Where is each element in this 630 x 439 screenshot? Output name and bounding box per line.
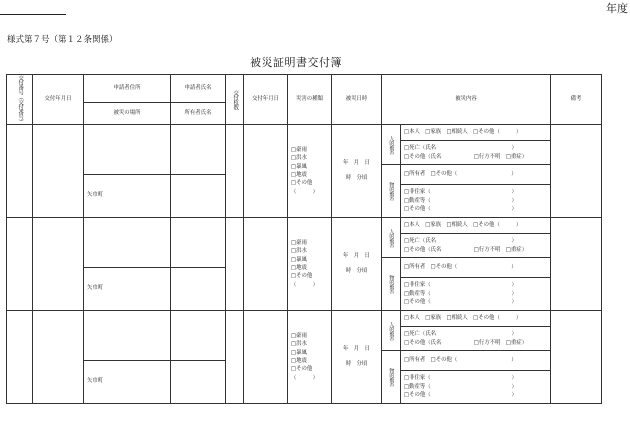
disaster-option[interactable]: □豪雨 <box>291 332 307 339</box>
disaster-option[interactable]: □豪雨 <box>291 146 307 153</box>
date-line: 年 月 日 <box>343 252 370 259</box>
disaster-datetime-cell[interactable] <box>332 218 382 311</box>
applicant-name-cell[interactable] <box>171 125 226 175</box>
damage-location-cell[interactable] <box>84 175 171 218</box>
form-number: 様式第７号（第１２条関係） <box>7 35 118 45</box>
applicant-address-cell[interactable] <box>84 125 171 175</box>
disaster-other-paren: （ ） <box>291 188 318 195</box>
human-damage-line-2[interactable]: □死亡（氏名 ） □その他（氏名 □行方不明 □重症） <box>401 234 551 258</box>
date-line: 年 月 日 <box>343 345 370 352</box>
owner-name-cell[interactable] <box>171 175 226 218</box>
disaster-option[interactable]: □地震 <box>291 265 307 271</box>
header-damage-location: 被災の場所 <box>84 102 171 124</box>
damage-location-cell[interactable] <box>84 268 171 311</box>
disaster-option[interactable]: □洪水 <box>291 155 307 162</box>
issue-count-cell[interactable] <box>226 218 244 311</box>
issue-date-cell[interactable] <box>33 311 84 404</box>
remarks-cell[interactable] <box>551 218 602 311</box>
issue-count-cell[interactable] <box>226 311 244 404</box>
human-damage-line-1[interactable]: □本人 □家族 □相続人 □その他（ ） <box>401 125 551 141</box>
issue-date-2-cell[interactable] <box>244 311 288 404</box>
header-remarks: 備考 <box>551 75 602 125</box>
disaster-option[interactable]: □その他 <box>291 180 313 187</box>
property-damage-label: 物的被害 <box>382 351 401 404</box>
disaster-other-paren: （ ） <box>291 374 318 381</box>
disaster-option[interactable]: □豪雨 <box>291 239 307 246</box>
disaster-option[interactable]: □暴風 <box>291 349 307 356</box>
header-applicant-name: 申請者氏名 <box>171 75 226 103</box>
property-damage-label: 物的被害 <box>382 165 401 218</box>
header-owner-name: 所有者氏名 <box>171 102 226 124</box>
issue-date-cell[interactable] <box>33 125 84 218</box>
location-prefix: 矢巾町 <box>87 378 104 385</box>
location-prefix: 矢巾町 <box>87 285 104 292</box>
human-damage-line-2[interactable]: □死亡（氏名 ） □その他（氏名 □行方不明 □重症） <box>401 141 551 165</box>
owner-name-cell[interactable] <box>171 268 226 311</box>
disaster-datetime-cell[interactable] <box>332 311 382 404</box>
record-row <box>7 218 602 234</box>
human-damage-label: 人的被害 <box>382 125 401 165</box>
time-line: 時 分頃 <box>345 361 368 367</box>
form-title: 被災証明書交付簿 <box>250 56 342 69</box>
property-damage-label: 物的被害 <box>382 258 401 311</box>
disaster-option[interactable]: □地震 <box>291 172 307 178</box>
header-issue-count: 交付枚数 <box>226 75 244 125</box>
header-disaster-type: 災害の種類 <box>288 75 332 125</box>
disaster-option[interactable]: □その他 <box>291 366 313 373</box>
header-row-1 <box>7 75 602 103</box>
remarks-cell[interactable] <box>551 125 602 218</box>
header-applicant-address: 申請者住所 <box>84 75 171 103</box>
disaster-option[interactable]: □暴風 <box>291 256 307 263</box>
property-damage-lines[interactable]: □非住家（ ） □動産等（ ） □その他（ ） <box>401 185 551 218</box>
disaster-option[interactable]: □その他 <box>291 273 313 280</box>
issue-date-2-cell[interactable] <box>244 125 288 218</box>
disaster-datetime-cell[interactable] <box>332 125 382 218</box>
issuance-register-table <box>6 74 602 404</box>
issue-count-cell[interactable] <box>226 125 244 218</box>
human-damage-line-1[interactable]: □本人 □家族 □相続人 □その他（ ） <box>401 311 551 327</box>
date-line: 年 月 日 <box>343 159 370 166</box>
header-disaster-datetime: 被災日時 <box>332 75 382 125</box>
issue-no-cell[interactable] <box>7 125 33 218</box>
applicant-address-cell[interactable] <box>84 311 171 361</box>
property-owner-line[interactable]: □所有者 □その他（ ） <box>401 351 551 371</box>
location-prefix: 矢巾町 <box>87 192 104 199</box>
property-damage-lines[interactable]: □非住家（ ） □動産等（ ） □その他（ ） <box>401 371 551 404</box>
fiscal-year-field[interactable] <box>0 0 628 15</box>
issue-date-2-cell[interactable] <box>244 218 288 311</box>
time-line: 時 分頃 <box>345 175 368 181</box>
property-owner-line[interactable]: □所有者 □その他（ ） <box>401 258 551 278</box>
disaster-type-cell[interactable] <box>288 125 332 218</box>
header-issue-date: 交付年月日 <box>33 75 84 125</box>
header-issue-date-2: 交付年月日 <box>244 75 288 125</box>
time-line: 時 分頃 <box>345 268 368 274</box>
owner-name-cell[interactable] <box>171 361 226 404</box>
disaster-option[interactable]: □洪水 <box>291 341 307 348</box>
fiscal-year-label: 年度 <box>606 2 628 15</box>
property-damage-lines[interactable]: □非住家（ ） □動産等（ ） □その他（ ） <box>401 278 551 311</box>
human-damage-label: 人的被害 <box>382 218 401 258</box>
remarks-cell[interactable] <box>551 311 602 404</box>
disaster-type-cell[interactable] <box>288 218 332 311</box>
record-row <box>7 125 602 141</box>
issue-no-cell[interactable] <box>7 311 33 404</box>
disaster-option[interactable]: □洪水 <box>291 248 307 255</box>
property-owner-line[interactable]: □所有者 □その他（ ） <box>401 165 551 185</box>
applicant-address-cell[interactable] <box>84 218 171 268</box>
human-damage-label: 人的被害 <box>382 311 401 351</box>
record-row <box>7 311 602 327</box>
header-damage-content: 被災内容 <box>382 75 551 125</box>
disaster-other-paren: （ ） <box>291 281 318 288</box>
disaster-type-cell[interactable] <box>288 311 332 404</box>
human-damage-line-2[interactable]: □死亡（氏名 ） □その他（氏名 □行方不明 □重症） <box>401 327 551 351</box>
disaster-option[interactable]: □暴風 <box>291 163 307 170</box>
issue-date-cell[interactable] <box>33 218 84 311</box>
disaster-option[interactable]: □地震 <box>291 358 307 364</box>
human-damage-line-1[interactable]: □本人 □家族 □相続人 □その他（ ） <box>401 218 551 234</box>
issue-no-cell[interactable] <box>7 218 33 311</box>
applicant-name-cell[interactable] <box>171 218 226 268</box>
damage-location-cell[interactable] <box>84 361 171 404</box>
applicant-name-cell[interactable] <box>171 311 226 361</box>
header-issue-no: 交付番号（交付番号） <box>7 75 33 125</box>
